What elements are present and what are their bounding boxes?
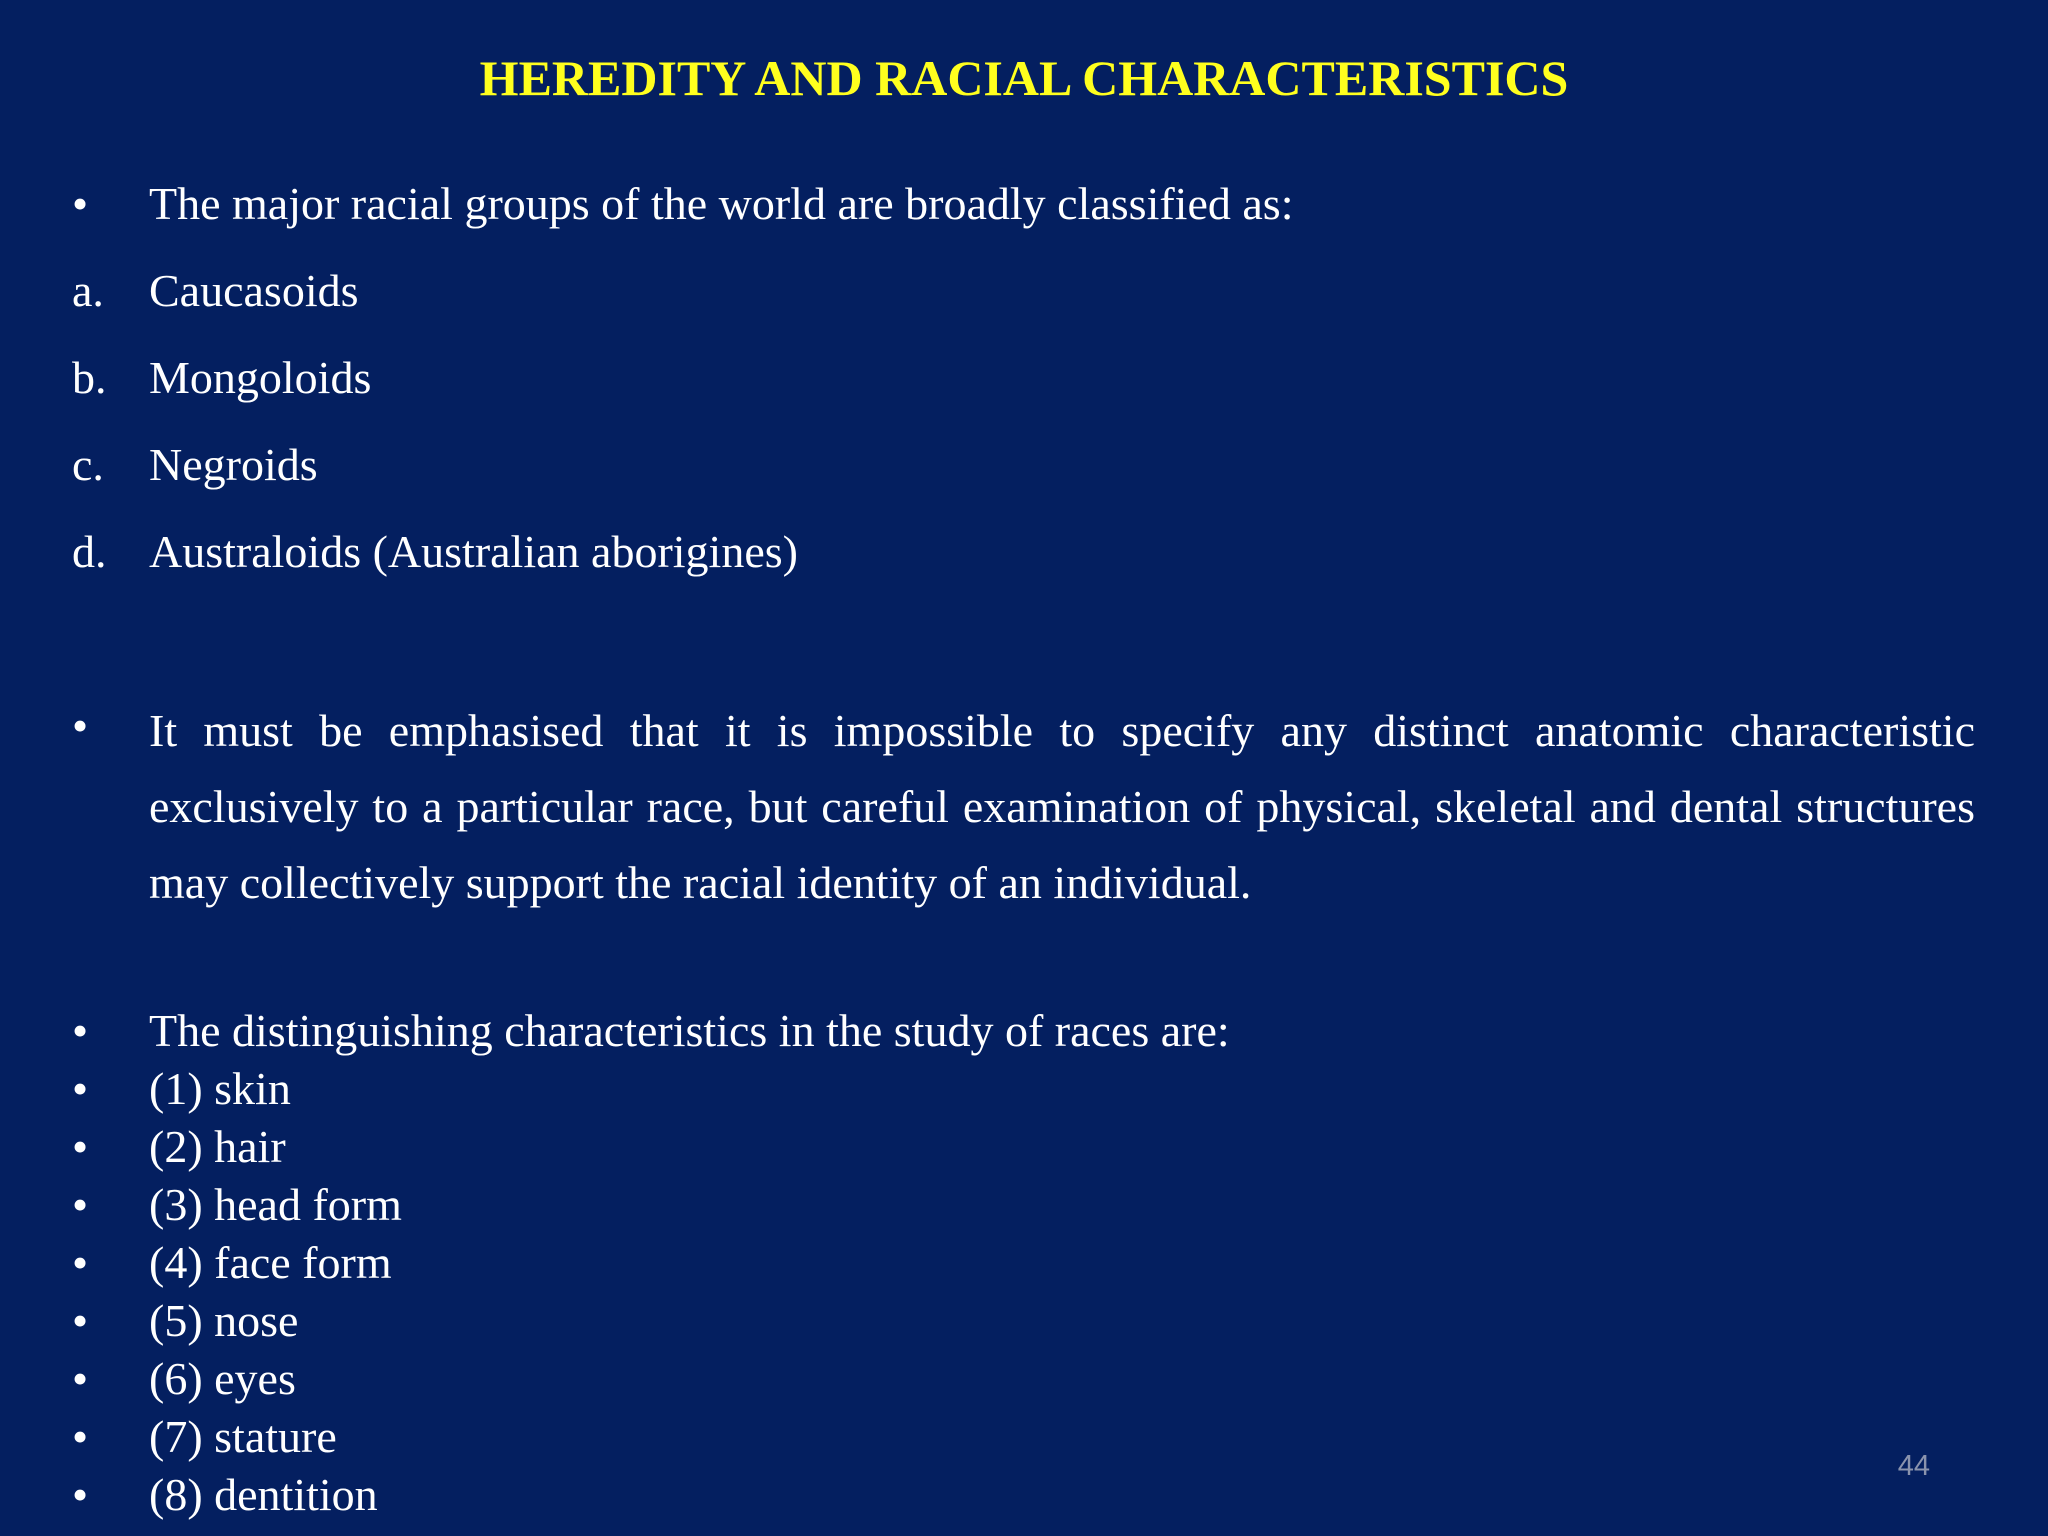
bullet-marker: •: [72, 1237, 89, 1288]
bullet-marker: •: [72, 1063, 89, 1114]
bullet-marker: •: [72, 178, 89, 229]
group-marker: a.: [72, 265, 104, 316]
bullet-marker: •: [72, 1411, 89, 1462]
characteristic-text: (8) dentition: [149, 1469, 378, 1520]
group-marker: b.: [72, 352, 107, 403]
group-label: Caucasoids: [149, 265, 359, 316]
group-label: Mongoloids: [149, 352, 372, 403]
bullet-marker: •: [72, 1121, 89, 1172]
page-number: 44: [1897, 1450, 1930, 1482]
bullet-marker: •: [72, 1179, 89, 1230]
group-marker: c.: [72, 439, 104, 490]
bullet-marker: •: [72, 700, 89, 751]
bullet-marker: •: [72, 1469, 89, 1520]
characteristic-text: (7) stature: [149, 1411, 337, 1462]
bullet-marker: •: [72, 1353, 89, 1404]
characteristic-text: (1) skin: [149, 1063, 291, 1114]
characteristic-text: (2) hair: [149, 1121, 286, 1172]
emphasis-paragraph: It must be emphasised that it is impossible to specify any distinct anatomic characteristic exclusively to a particular race, but careful examination of physical, skeletal and dental structures may collectively support the racial identity of an individual.: [149, 705, 1975, 908]
characteristic-text: (5) nose: [149, 1295, 299, 1346]
group-label: Negroids: [149, 439, 318, 490]
group-label: Australoids (Australian aborigines): [149, 526, 798, 577]
characteristics-intro-text: The distinguishing characteristics in the study of races are:: [149, 1005, 1230, 1056]
characteristic-text: (3) head form: [149, 1179, 402, 1230]
characteristic-text: (4) face form: [149, 1237, 392, 1288]
intro-text: The major racial groups of the world are broadly classified as:: [149, 178, 1294, 229]
characteristic-text: (6) eyes: [149, 1353, 296, 1404]
slide-title: HEREDITY AND RACIAL CHARACTERISTICS: [479, 50, 1569, 106]
group-marker: d.: [72, 526, 107, 577]
bullet-marker: •: [72, 1005, 89, 1056]
bullet-marker: •: [72, 1295, 89, 1346]
